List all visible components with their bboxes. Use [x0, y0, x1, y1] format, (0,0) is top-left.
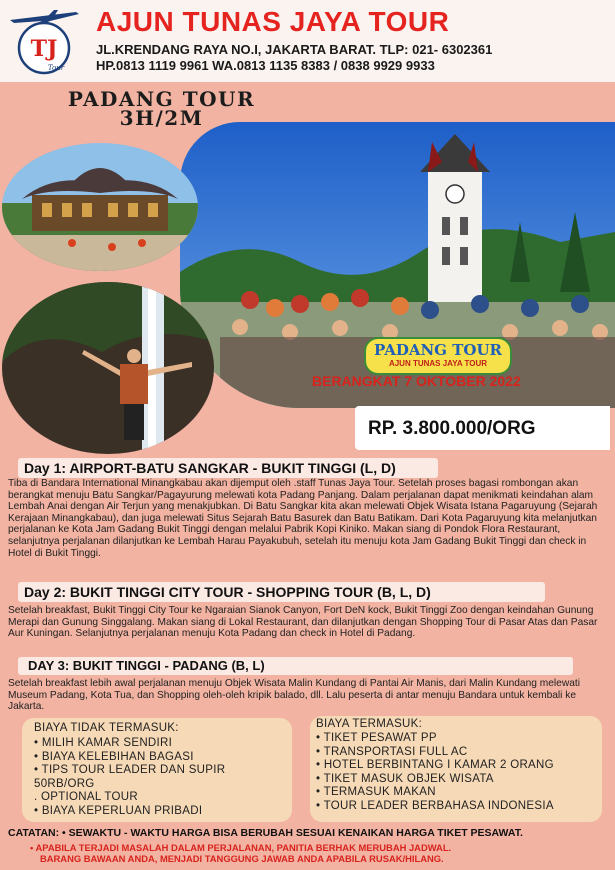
day1-title: Day 1: AIRPORT-BATU SANGKAR - BUKIT TINGGI (L, D) [24, 460, 396, 476]
logo-small-text: Tour [47, 64, 65, 72]
company-name: AJUN TUNAS JAYA TOUR [96, 6, 450, 37]
day3-description: Setelah breakfast lebih awal perjalanan menuju Objek Wisata Malin Kundang di Pantai Air Manis, dari Malin Kundang melewati Museum Padang, Kota Tua, dan Shopping oleh-oleh kripik balado, dll. Lalu peserta di antar menuju Bandara untuk kembali ke Jakarta. [8, 678, 580, 713]
included-costs-list [316, 732, 600, 814]
excluded-cost-item: • BIAYA KEPERLUAN PRIBADI [34, 804, 203, 817]
tour-title: PADANG TOUR [67, 87, 256, 111]
excluded-cost-item: • MILIH KAMAR SENDIRI [34, 737, 173, 749]
note-warning-1: • APABILA TERJADI MASALAH DALAM PERJALANAN, PANITIA BERHAK MERUBAH JADWAL. [30, 842, 452, 853]
day2-description: Setelah breakfast, Bukit Tinggi City Tour ke Ngaraian Sianok Canyon, Fort DeN kock, Bukit Tinggi Zoo dengan keindahan Gunung Merapi dan Gunung Singgalang. Makan siang di Lokal Restaurant, dan dilanjutkan dengan Shopping Tour di Pasar Atas dan Pasar Aur Kuningan. Selanjutnya perjalanan menuju Kota Padang dan check in Hotel di Padang. [8, 605, 598, 640]
padang-tour-banner [364, 337, 512, 375]
rumah-gadang-photo [2, 143, 198, 271]
note-warning-2: BARANG BAWAAN ANDA, MENJADI TANGGUNG JAWAB ANDA APABILA RUSAK/HILANG. [40, 853, 444, 864]
excluded-cost-item: • TIPS TOUR LEADER DAN SUPIR [34, 764, 226, 777]
excluded-costs-list [34, 737, 290, 819]
departure-date: BERANGKAT 7 OKTOBER 2022 [312, 373, 521, 389]
included-cost-item: • TIKET MASUK OBJEK WISATA [316, 772, 494, 785]
excluded-cost-item: • BIAYA KELEBIHAN BAGASI [34, 750, 194, 763]
tj-logo [6, 4, 82, 78]
tour-price: RP. 3.800.000/ORG [368, 418, 536, 439]
day3-title: DAY 3: BUKIT TINGGI - PADANG (B, L) [28, 658, 265, 673]
logo-text: TJ [30, 36, 58, 62]
included-cost-item: • TIKET PESAWAT PP [316, 732, 437, 744]
banner-subtitle: AJUN TUNAS JAYA TOUR [388, 359, 488, 368]
included-costs-title: BIAYA TERMASUK: [316, 718, 423, 730]
excluded-cost-item: 50RB/ORG [34, 777, 95, 790]
excluded-costs-title: BIAYA TIDAK TERMASUK: [34, 722, 179, 734]
note-main: CATATAN: • SEWAKTU - WAKTU HARGA BISA BERUBAH SESUAI KENAIKAN HARGA TIKET PESAWAT. [8, 827, 523, 839]
tour-duration: 3H/2M [119, 106, 204, 130]
included-cost-item: • TRANSPORTASI FULL AC [316, 745, 468, 758]
included-cost-item: • TERMASUK MAKAN [316, 786, 436, 799]
waterfall-photo [2, 282, 214, 454]
day2-title: Day 2: BUKIT TINGGI CITY TOUR - SHOPPING TOUR (B, L, D) [24, 584, 431, 600]
company-address: JL.KRENDANG RAYA NO.I, JAKARTA BARAT. TLP: 021- 6302361 [96, 42, 493, 57]
banner-title: PADANG TOUR [374, 341, 502, 359]
excluded-cost-item: . OPTIONAL TOUR [34, 791, 138, 804]
included-cost-item: • HOTEL BERBINTANG I KAMAR 2 ORANG [316, 759, 554, 772]
company-phones: HP.0813 1119 9961 WA.0813 1135 8383 / 0838 9929 9933 [96, 58, 435, 73]
day1-description: Tiba di Bandara International Minangkabau akan dijemput oleh .staff Tunas Jaya Tour. Setelah proses bagasi rombongan akan berangkat menuju Batu Sangkar/Pagayurung melewati kota Padang Panjang. Dalam perjalanan dapat menikmati keindahan alam Lembah Anai dengan Air Terjun yang menakjubkan. Di Batu Sangkar kita akan melewati Objek Wisata Istana Pagaruyung (Sejarah Kerajaan Minangkabau), dan juga melewati Situs Sejarah Batu Basurek dan Batu Batikam. Dari Kota Pagaruyung kita melanjutkan perjalanan ke Kota Jam Gadang Bukit Tinggi dengan melalui Pabrik Kopi Kiniko. Makan siang di Pondok Flora Restaurant, selanjutnya perjalanan dilanjutkan ke Lembah Harau Payakubuh, setelah itu menuju kota Jam Gadang Bukit Tinggi dan check in Hotel di Bukit Tinggi. [8, 478, 598, 559]
included-cost-item: • TOUR LEADER BERBAHASA INDONESIA [316, 799, 554, 812]
